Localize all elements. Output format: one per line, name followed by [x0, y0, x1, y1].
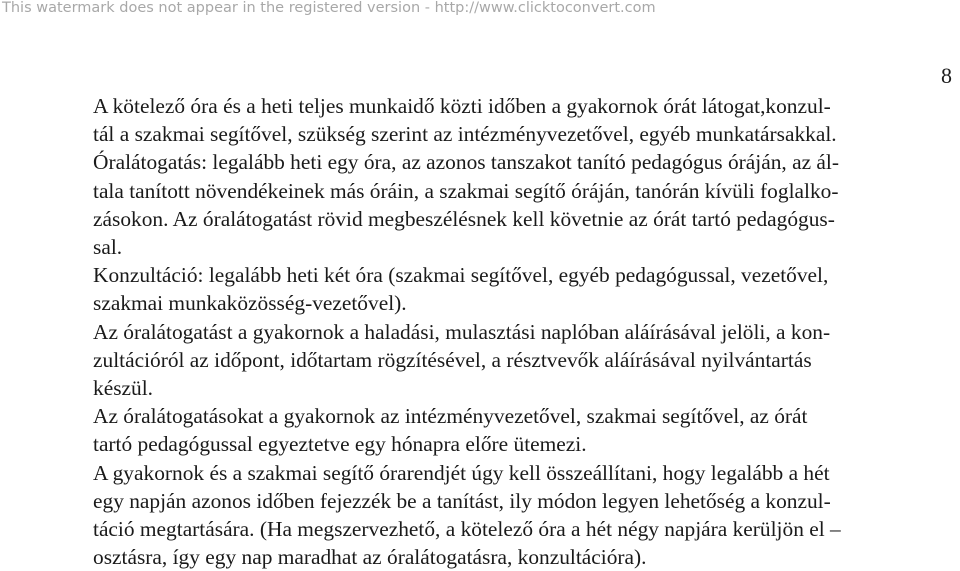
- watermark-link[interactable]: http://www.clicktoconvert.com: [434, 0, 656, 16]
- text-line: tál a szakmai segítővel, szükség szerint az intézményvezetővel, egyéb munkatársakkal.: [93, 122, 837, 147]
- text-line: Óralátogatás: legalább heti egy óra, az azonos tanszakot tanító pedagógus óráján, az ál-: [93, 150, 839, 175]
- text-line: tala tanított növendékeinek más óráin, a szakmai segítő óráján, tanórán kívüli foglalko-: [93, 178, 839, 203]
- text-line: A gyakornok és a szakmai segítő órarendjét úgy kell összeállítani, hogy legalább a hét: [93, 460, 830, 485]
- watermark-banner: [2, 0, 656, 18]
- text-line: A kötelező óra és a heti teljes munkaidő közti időben a gyakornok órát látogat,konzul-: [93, 94, 831, 118]
- document-body: [93, 92, 960, 571]
- text-line: zásokon. Az óralátogatást rövid megbeszélésnek kell követnie az órát tartó pedagógus-: [93, 206, 835, 231]
- text-line: sal.: [93, 235, 123, 260]
- text-line: Az óralátogatást a gyakornok a haladási, mulasztási naplóban aláírásával jelöli, a kon-: [93, 319, 831, 344]
- page-number: 8: [941, 63, 952, 88]
- text-line: egy napján azonos időben fejezzék be a tanítást, ily módon legyen lehetőség a konzul-: [93, 488, 831, 513]
- text-line: tartó pedagógussal egyeztetve egy hónapra előre ütemezi.: [93, 432, 587, 457]
- text-line: táció megtartására. (Ha megszervezhető, a kötelező óra a hét négy napjára kerüljön el –: [93, 517, 841, 542]
- text-line: készül.: [93, 376, 153, 401]
- text-line: osztásra, így egy nap maradhat az óralátogatásra, konzultációra).: [93, 545, 647, 570]
- text-line: Az óralátogatásokat a gyakornok az intézményvezetővel, szakmai segítővel, az órát: [93, 404, 808, 429]
- watermark-text: This watermark does not appear in the registered version -: [2, 0, 435, 16]
- text-line: szakmai munkaközösség-vezetővel).: [93, 291, 407, 316]
- text-line: Konzultáció: legalább heti két óra (szakmai segítővel, egyéb pedagógussal, vezetővel,: [93, 263, 829, 288]
- text-line: zultációról az időpont, időtartam rögzítésével, a résztvevők aláírásával nyilvántartás: [93, 347, 812, 372]
